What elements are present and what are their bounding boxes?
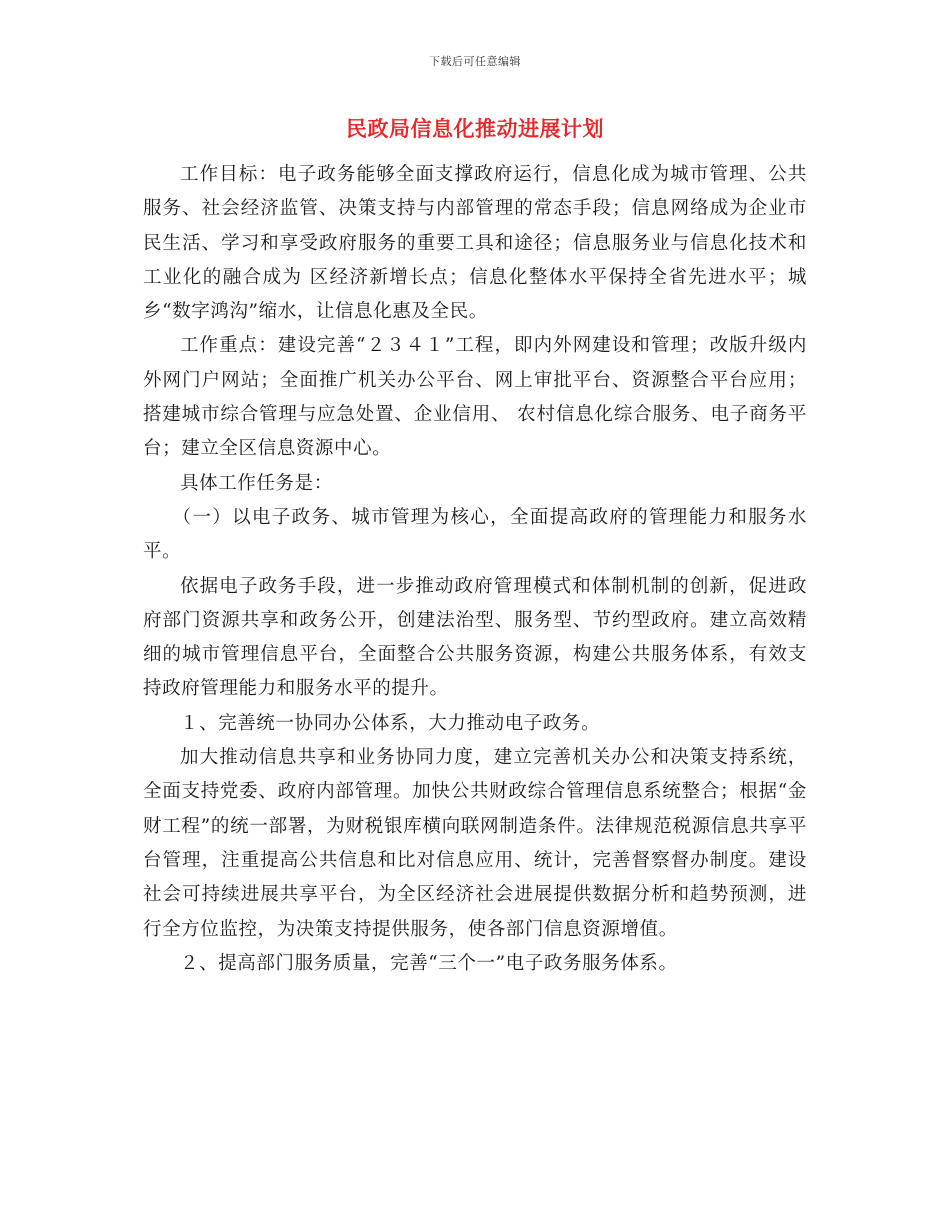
item-heading-1: １、完善统一协同办公体系，大力推动电子政务。 xyxy=(180,712,601,734)
paragraph-goal: 工作目标：电子政务能够全面支撑政府运行，信息化成为城市管理、公共服务、社会经济监管、决策支持与内部管理的常态手段；信息网络成为企业市民生活、学习和享受政府服务的重要工具和途径；信息服务业与信息化技术和工业化的融合成为 区经济新增长点；信息化整体水平保持全省先进水平；城乡“数字鸿沟”缩水，让信息化惠及全民。 xyxy=(143,164,807,323)
header-note: 下载后可任意编辑 xyxy=(429,55,521,68)
document-body xyxy=(143,158,807,981)
paragraph-item-1: 加大推动信息共享和业务协同力度，建立完善机关办公和决策支持系统，全面支持党委、政府内部管理。加快公共财政综合管理信息系统整合；根据“金财工程”的统一部署，为财税银库横向联网制造条件。法律规范税源信息共享平台管理，注重提高公共信息和比对信息应用、统计，完善督察督办制度。建设社会可持续进展共享平台，为全区经济社会进展提供数据分析和趋势预测，进行全方位监控，为决策支持提供服务，使各部门信息资源增值。 xyxy=(143,747,807,940)
paragraph-tasks-intro: 具体工作任务是： xyxy=(180,472,333,494)
document-title: 民政局信息化推动进展计划 xyxy=(346,116,604,141)
section-heading-1: （一）以电子政务、城市管理为核心，全面提高政府的管理能力和服务水平。 xyxy=(143,506,807,563)
paragraph-focus: 工作重点：建设完善“２３４１”工程，即内外网建设和管理；改版升级内外网门户网站；全面推广机关办公平台、网上审批平台、资源整合平台应用；搭建城市综合管理与应急处置、企业信用、 农村信息化综合服务、电子商务平台；建立全区信息资源中心。 xyxy=(143,335,807,460)
item-heading-2: ２、提高部门服务质量，完善“三个一”电子政务服务体系。 xyxy=(180,952,678,974)
paragraph-section-1: 依据电子政务手段，进一步推动政府管理模式和体制机制的创新，促进政府部门资源共享和政务公开，创建法治型、服务型、节约型政府。建立高效精细的城市管理信息平台，全面整合公共服务资源，构建公共服务体系，有效支持政府管理能力和服务水平的提升。 xyxy=(143,575,807,700)
